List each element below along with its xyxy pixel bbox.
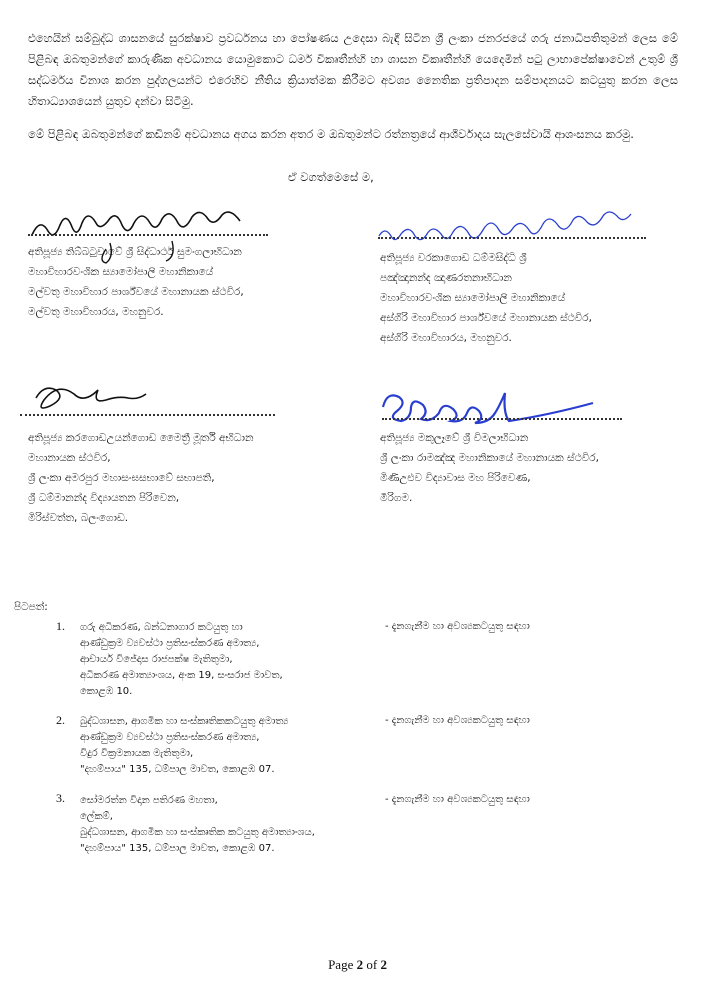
cc-item-1-line-1: ගරු අධිකරණ, බන්ධනාගාර කටයුතු හා: [80, 622, 243, 633]
signatory-3-line-3: ශ්‍රී ලංකා අමරපුර මහාසංඝසභාවේ සභාපති,: [28, 472, 215, 484]
signatory-2-line-3: මහාවිහාරවංශික ස්‍යාමෝපාලි මහානිකායේ: [380, 292, 566, 304]
signatory-4-line-4: මීරිගම.: [380, 492, 413, 504]
signatory-4-line-3: මිණිඋළුව විද්‍යාවාස මහ පිරිවෙණ,: [380, 472, 531, 484]
page-footer: [0, 957, 715, 973]
signatory-3-line-5: මිරිස්වත්ත, බලංගොඩ.: [28, 512, 129, 524]
signatory-2-line-5: අස්ගිරි මහාවිහාරය, මහනුවර.: [380, 332, 512, 344]
cc-item-1-number: 1.: [56, 619, 65, 633]
signatory-1-block: [28, 242, 244, 322]
cc-item-2-number: 2.: [56, 713, 65, 727]
signatory-2-line-1: අතිපූජ්‍ය වරකාගොඩ ධම්මසිද්ධි ශ්‍රී: [380, 252, 527, 264]
cc-item-1-line-2: ආණ්ඩුක්‍රම ව්‍යවස්ථා ප්‍රතිසංස්කරණ අමාත්‍ය,: [80, 638, 260, 649]
cc-item-1-line-5: කොළඹ 10.: [80, 686, 133, 697]
cc-item-2-action: - දැනගැනීම හා අවශ්‍යකටයුතු සඳහා: [385, 715, 530, 726]
signatory-4-block: [380, 428, 599, 508]
signature-2: [375, 218, 665, 248]
signatory-1-line-1: අතිපූජ්‍ය තිබ්බටුවාවේ ශ්‍රී සිද්ධාර්ථ සුමංගලාභිධාන: [28, 246, 242, 258]
body-paragraph-1: එහෙයින් සම්බුද්ධ ශාසනයේ සුරක්ෂාව ප්‍රවර්ධනය හා පෝෂණය උදෙසා බැඳී සිටින ශ්‍රී ලංකා ජනරජයේ ගරු ජනාධිපතිතුමන් ලෙස මේ පිළිබඳ ඔබතුමන්ගේ කාරුණික අවධානය යොමුකොට ධර්ම විකෘතීන්හි හා ශාසන විකෘතීන්හි යෙදෙමින් පටු ලාභාපේක්ෂාවෙන් උතුම් ශ්‍රී සද්ධර්මය විනාශ කරන පුද්ගලයන්ට එරෙහිව නීතිය ක්‍රියාත්මක කිරීමට අවශ්‍ය නෛතික ප්‍රතිපාදන සම්පාදනයට කටයුතු කරන ලෙස හිතාධ්‍යාශයෙන් යුතුව දන්වා සිටිමු.: [28, 31, 678, 108]
signatory-1-line-4: මල්වතු මහාවිහාරය, මහනුවර.: [28, 306, 164, 318]
signature-3: [22, 378, 172, 418]
signatory-3-line-2: මහානායක ස්ථවිර,: [28, 452, 111, 464]
body-paragraph-2: මේ පිළිබඳ ඔබතුමන්ගේ කඩිනම් අවධානය අගය කරන අතර ම ඔබතුමන්ට රත්නත්‍රයේ ආශීර්වාදය සැලසේවායි ආශංසනය කරමු.: [28, 127, 634, 141]
cc-item-3-line-3: බුද්ධශාසන, ආගමික හා සංස්කෘතික කටයුතු අමාත්‍යාංශය,: [80, 827, 315, 838]
cc-item-1-line-4: අධිකරණ අමාත්‍යාංශය, අංක 19, සංසරාජ මාවත,: [80, 670, 283, 681]
signatory-2-line-4: අස්ගිරි මහාවිහාර පාර්ශ්වයේ මහානායක ස්ථවිර,: [380, 312, 592, 324]
signature-1-line: [28, 234, 268, 236]
signatory-1-line-3: මල්වතු මහාවිහාර පාර්ශ්වයේ මහානායක ස්ථවිර,: [28, 286, 244, 298]
signatory-1-line-2: මහාවිහාරවංශික ස්‍යාමෝපාලි මහානිකායේ: [28, 266, 214, 278]
cc-item-2-line-3: විදුර වික්‍රමනායක මැතිතුමා,: [80, 748, 194, 759]
footer-current-page: 2: [356, 957, 364, 972]
cc-item-3-address: [80, 793, 315, 857]
cc-item-2-line-2: ආණ්ඩුක්‍රම ව්‍යවස්ථා ප්‍රතිසංස්කරණ අමාත්‍ය,: [80, 732, 260, 743]
cc-item-3-action: - දැනගැනීම හා අවශ්‍යකටයුතු සඳහා: [385, 794, 530, 805]
footer-of-word: of: [366, 957, 378, 972]
footer-total-pages: 2: [380, 957, 387, 972]
cc-item-3-line-1: සෝමරත්න විදාන පතිරණ මහතා,: [80, 795, 218, 806]
cc-item-2-line-1: බුද්ධශාසන, ආගමික හා සංස්කෘතිකකටයුතු අමාත්‍ය: [80, 716, 289, 727]
cc-item-2-address: [80, 714, 288, 778]
signatory-2-line-2: පඤ්ඤානන්ද ඤාණරතනාභිධාන: [380, 272, 512, 284]
cc-item-1-address: [80, 620, 283, 700]
signatory-4-line-2: ශ්‍රී ලංකා රාමඤ්ඤ මහානිකායේ මහානායක ස්ථවිර,: [380, 452, 599, 464]
cc-item-3-line-2: ලේකම්,: [80, 811, 113, 822]
signature-2-line: [378, 237, 646, 239]
signatory-3-line-4: ශ්‍රී ධම්මානන්ද විද්‍යායතන පිරිවෙන,: [28, 492, 180, 504]
signatory-3-block: [28, 428, 254, 528]
cc-item-3-number: 3.: [56, 791, 65, 805]
cc-item-1-line-3: ආචාර්ය විජේදාස රාජපක්ෂ මැතිතුමා,: [80, 654, 233, 665]
cc-item-1-action: - දැනගැනීම හා අවශ්‍යකටයුතු සඳහා: [385, 621, 530, 632]
signatory-3-line-1: අතිපූජ්‍ය කරගොඩඋයන්ගොඩ මෛත්‍රී මූර්ති අභිධාන: [28, 432, 254, 444]
cc-item-2-line-4: "දහම්පාය" 135, ධම්පාල මාවත, කොළඹ 07.: [80, 764, 275, 775]
signatory-2-block: [380, 248, 592, 348]
signature-4: [375, 385, 605, 430]
copies-label: පිටපත්:: [14, 601, 48, 613]
signatory-4-line-1: අතිපූජ්‍ය මකුලෑවේ ශ්‍රී විමලාභිධාන: [380, 432, 529, 444]
signature-4-line: [382, 418, 622, 420]
footer-page-word: Page: [328, 957, 354, 972]
cc-item-3-line-4: "දහම්පාය" 135, ධම්පාල මාවත, කොළඹ 07.: [80, 843, 275, 854]
closing-salutation: ඒ වගත්මෙසේ ම,: [288, 170, 374, 184]
signature-3-line: [20, 414, 275, 416]
